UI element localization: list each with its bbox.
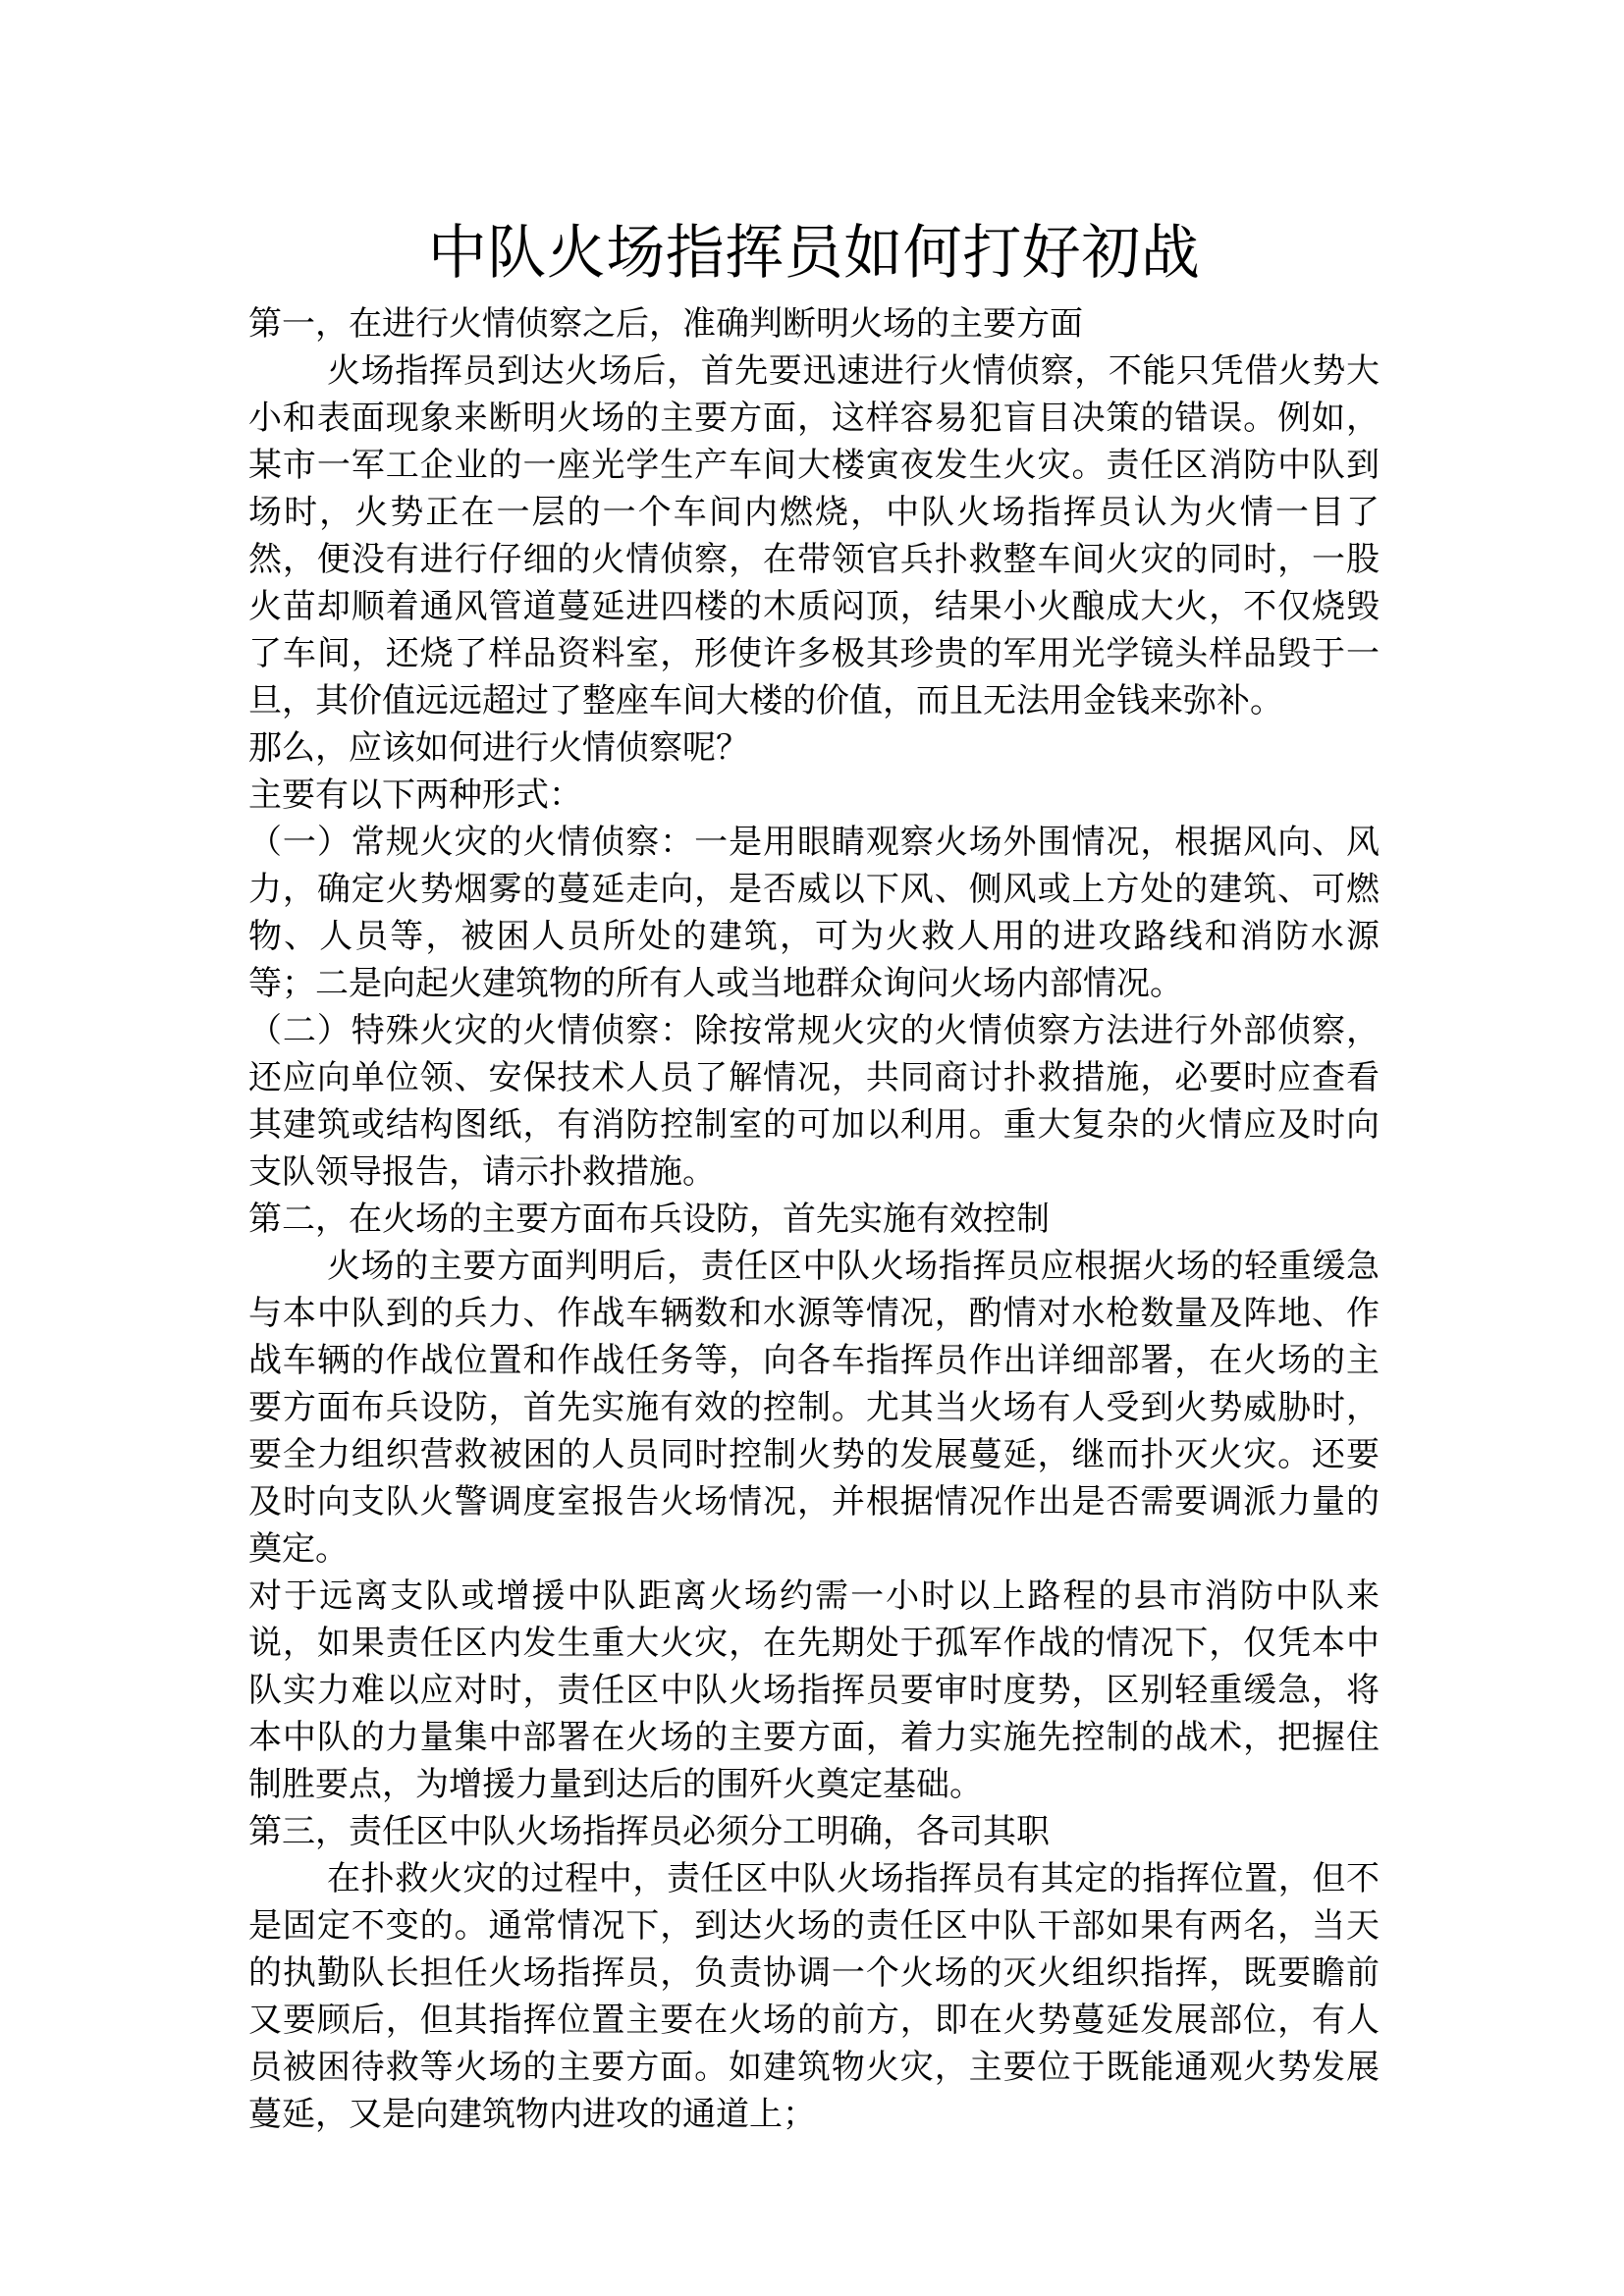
body-paragraph: 在扑救火灾的过程中，责任区中队火场指挥员有其定的指挥位置，但不是固定不变的。通常情况下，到达火场的责任区中队干部如果有两名，当天的执勤队长担任火场指挥员，负责协调一个火场的灭火组织指挥，既要瞻前又要顾后，但其指挥位置主要在火场的前方，即在火势蔓延发展部位，有人员被困待救等火场的主要方面。如建筑物火灾，主要位于既能通观火势发展蔓延，又是向建筑物内进攻的通道上； xyxy=(248,1859,1380,2134)
body-paragraph: 火场指挥员到达火场后，首先要迅速进行火情侦察，不能只凭借火势大小和表面现象来断明火场的主要方面，这样容易犯盲目决策的错误。例如，某市一军工企业的一座光学生产车间大楼寅夜发生火灾。责任区消防中队到场时，火势正在一层的一个车间内燃烧，中队火场指挥员认为火情一目了然，便没有进行仔细的火情侦察，在带领官兵扑救整车间火灾的同时，一股火苗却顺着通风管道蔓延进四楼的木质闷顶，结果小火酿成大火，不仅烧毁了车间，还烧了样品资料室，形使许多极其珍贵的军用光学镜头样品毁于一旦，其价值远远超过了整座车间大楼的价值，而且无法用金钱来弥补。 xyxy=(248,351,1380,721)
list-item-paragraph: （一）常规火灾的火情侦察：一是用眼睛观察火场外围情况，根据风向、风力，确定火势烟雾的蔓延走向，是否威以下风、侧风或上方处的建筑、可燃物、人员等，被困人员所处的建筑，可为火救人用的进攻路线和消防水源等；二是向起火建筑物的所有人或当地群众询问火场内部情况。 xyxy=(248,823,1380,1003)
body-paragraph: 火场的主要方面判明后，责任区中队火场指挥员应根据火场的轻重缓急与本中队到的兵力、作战车辆数和水源等情况，酌情对水枪数量及阵地、作战车辆的作战位置和作战任务等，向各车指挥员作出详细部署，在火场的主要方面布兵设防，首先实施有效的控制。尤其当火场有人受到火势威胁时，要全力组织营救被困的人员同时控制火势的发展蔓延，继而扑灭火灾。还要及时向支队火警调度室报告火场情况，并根据情况作出是否需要调派力量的奠定。 xyxy=(248,1247,1380,1569)
section-heading-2: 第二，在火场的主要方面布兵设防，首先实施有效控制 xyxy=(248,1200,1050,1239)
section-heading-3: 第三，责任区中队火场指挥员必须分工明确，各司其职 xyxy=(248,1812,1050,1851)
document-page xyxy=(248,212,1380,2138)
list-item-paragraph: （二）特殊火灾的火情侦察：除按常规火灾的火情侦察方法进行外部侦察，还应向单位领、安保技术人员了解情况，共同商讨扑救措施，必要时应查看其建筑或结构图纸，有消防控制室的可加以利用。重大复杂的火情应及时向支队领导报告，请示扑救措施。 xyxy=(248,1011,1380,1192)
section-heading-1: 第一，在进行火情侦察之后，准确判断明火场的主要方面 xyxy=(248,304,1083,344)
body-paragraph: 对于远离支队或增援中队距离火场约需一小时以上路程的县市消防中队来说，如果责任区内发生重大火灾，在先期处于孤军作战的情况下，仅凭本中队实力难以应对时，责任区中队火场指挥员要审时度势，区别轻重缓急，将本中队的力量集中部署在火场的主要方面，着力实施先控制的战术，把握住制胜要点，为增援力量到达后的围歼火奠定基础。 xyxy=(248,1576,1380,1804)
body-paragraph: 主要有以下两种形式： xyxy=(248,775,582,815)
document-title: 中队火场指挥员如何打好初战 xyxy=(427,219,1201,288)
body-paragraph: 那么，应该如何进行火情侦察呢？ xyxy=(248,728,749,768)
